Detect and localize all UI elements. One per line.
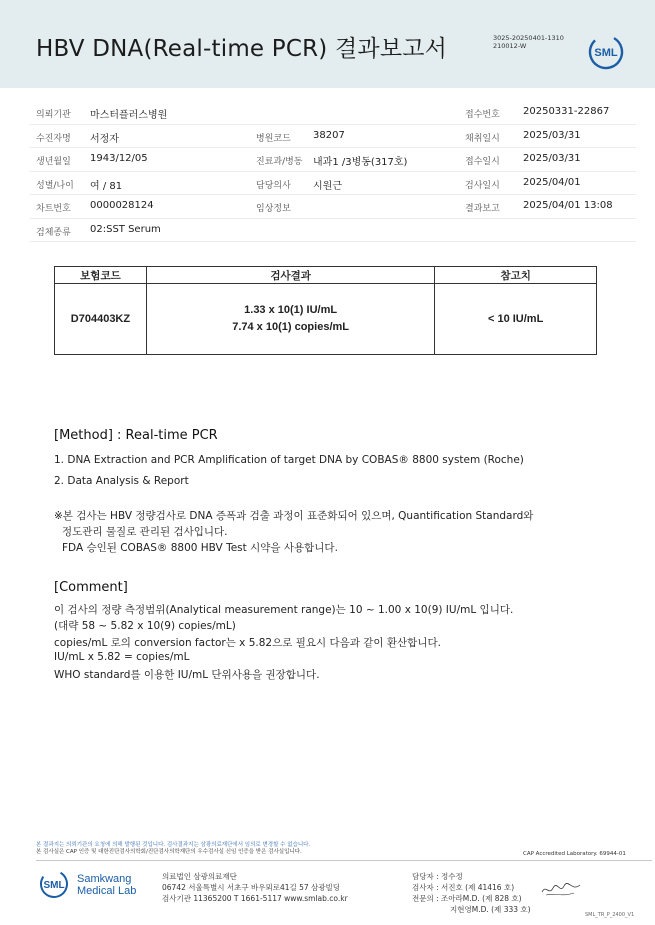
result-table: [54, 266, 597, 355]
result-iu: 1.33 x 10(1) IU/mL: [244, 304, 338, 316]
comment-line-4: IU/mL x 5.82 = copies/mL: [54, 651, 190, 663]
method-note-3: FDA 승인된 COBAS® 8800 HBV Test 시약을 사용합니다.: [62, 542, 338, 554]
document-number-line-1: 3025-20250401-1310: [493, 34, 564, 42]
comment-line-1: 이 검사의 정량 측정범위(Analytical measurement range)는 10 ~ 1.00 x 10(9) IU/mL 입니다.: [54, 604, 514, 616]
collect-date-value: 2025/03/31: [523, 129, 581, 141]
svg-text:SML: SML: [594, 47, 618, 59]
form-number: SML_TR_P_2400_V1: [585, 912, 635, 918]
comment-line-3: copies/mL 로의 conversion factor는 x 5.82으로 필요시 다음과 같이 환산합니다.: [54, 637, 441, 649]
receipt-date-label: 접수일시: [465, 157, 500, 167]
table-row: [55, 284, 597, 355]
method-item-1: 1. DNA Extraction and PCR Amplification of target DNA by COBAS® 8800 system (Roche): [54, 454, 524, 466]
header-reference: 참고치: [435, 267, 597, 284]
report-date-value: 2025/04/01 13:08: [523, 200, 613, 211]
footer-divider: [36, 860, 652, 861]
method-item-2: 2. Data Analysis & Report: [54, 475, 189, 487]
logo-text-line-2: Medical Lab: [77, 885, 137, 897]
receipt-no-value: 20250331-22867: [523, 106, 610, 117]
sex-age-value: 여 / 81: [90, 180, 123, 192]
document-number: [493, 34, 564, 50]
info-row-3: [30, 148, 636, 172]
address-line-1: 의료법인 삼광의료재단: [162, 872, 237, 881]
comment-line-5: WHO standard를 이용한 IU/mL 단위사용을 권장합니다.: [54, 669, 320, 681]
result-cell: [146, 284, 434, 355]
svg-text:SML: SML: [43, 880, 65, 891]
institution-value: 마스터플러스병원: [90, 110, 168, 121]
hospital-code-value: 38207: [313, 129, 345, 141]
lab-staff: [412, 871, 531, 915]
sml-logo-icon: [588, 34, 624, 70]
institution-label: 의뢰기관: [36, 110, 71, 120]
test-date-value: 2025/04/01: [523, 176, 581, 188]
cap-accreditation: CAP Accredited Laboratory. 69944-01: [523, 851, 626, 857]
receipt-no-label: 접수번호: [465, 110, 500, 120]
method-note-1: ※본 검사는 HBV 정량검사로 DNA 증폭과 검출 과정이 표준화되어 있으며, Quantification Standard와: [54, 510, 534, 522]
receipt-date-value: 2025/03/31: [523, 153, 581, 164]
birth-label: 생년월일: [36, 157, 71, 167]
info-row-2: [30, 125, 636, 149]
signature-icon: [540, 880, 582, 900]
chart-no-value: 0000028124: [90, 200, 154, 211]
insurance-code-cell: D704403KZ: [55, 284, 147, 355]
method-note-2: 정도관리 물질로 관리된 검사입니다.: [62, 526, 228, 538]
patient-info: [30, 101, 636, 242]
staff-line-4: 지현영M.D. (제 333 호): [450, 905, 531, 914]
logo-text-line-1: Samkwang: [77, 873, 132, 885]
reference-cell: < 10 IU/mL: [435, 284, 597, 355]
footer-note-1: 본 결과지는 의뢰기관의 요청에 의해 발행된 것입니다. 검사결과지는 삼광의료재단에서 임의로 변경할 수 없습니다.: [36, 842, 311, 848]
patient-value: 서정자: [90, 133, 119, 145]
info-row-5: [30, 195, 636, 219]
sex-age-label: 성별/나이: [36, 180, 74, 191]
report-label: 결과보고: [465, 204, 500, 214]
header-insurance-code: 보험코드: [55, 267, 147, 284]
clinical-label: 임상정보: [256, 204, 291, 214]
birth-value: 1943/12/05: [90, 153, 148, 164]
method-title: [Method] : Real-time PCR: [54, 428, 218, 443]
report-title: HBV DNA(Real-time PCR) 결과보고서: [36, 36, 448, 62]
comment-title: [Comment]: [54, 580, 128, 595]
comment-line-2: (대략 58 ~ 5.82 x 10(9) copies/mL): [54, 620, 236, 632]
address-line-2: 06742 서울특별시 서초구 바우뫼로41길 57 삼광빌딩: [162, 883, 341, 892]
result-table-header: [55, 267, 597, 284]
specimen-label: 검체종류: [36, 227, 71, 238]
footer-note-2: 본 검사실은 CAP 인증 및 대한진단검사의학회/진단검사의학재단의 우수검사실 신임 인증을 받은 검사실입니다.: [36, 849, 302, 855]
address-line-3: 검사기관 11365200 T 1661-5117 www.smlab.co.kr: [162, 894, 348, 903]
samkwang-logo-text: [77, 873, 136, 897]
staff-line-1: 담당자 : 정수정: [412, 872, 463, 881]
result-copies: 7.74 x 10(1) copies/mL: [232, 321, 349, 333]
header-result: 검사결과: [146, 267, 434, 284]
chart-no-label: 차트번호: [36, 204, 71, 214]
document-number-line-2: 210012-W: [493, 42, 527, 50]
patient-label: 수진자명: [36, 133, 71, 144]
staff-line-3: 전문의 : 조아라M.D. (제 828 호): [412, 894, 522, 903]
info-row-4: [30, 172, 636, 196]
lab-address: [162, 871, 348, 904]
collect-date-label: 채취일시: [465, 133, 500, 144]
info-row-6: [30, 219, 636, 243]
report-header: [0, 0, 655, 88]
dept-value: 내과1 /3병동(317호): [313, 157, 408, 168]
dept-label: 진료과/병동: [256, 157, 303, 167]
hospital-code-label: 병원코드: [256, 133, 291, 144]
test-date-label: 검사일시: [465, 180, 500, 191]
samkwang-logo-icon: [36, 869, 72, 899]
doctor-value: 시원근: [313, 180, 342, 192]
footer-notes: [36, 842, 310, 856]
doctor-label: 담당의사: [256, 180, 291, 191]
specimen-value: 02:SST Serum: [90, 223, 161, 235]
staff-line-2: 검사자 : 서진호 (제 41416 호): [412, 883, 515, 892]
info-row-1: [30, 101, 636, 125]
